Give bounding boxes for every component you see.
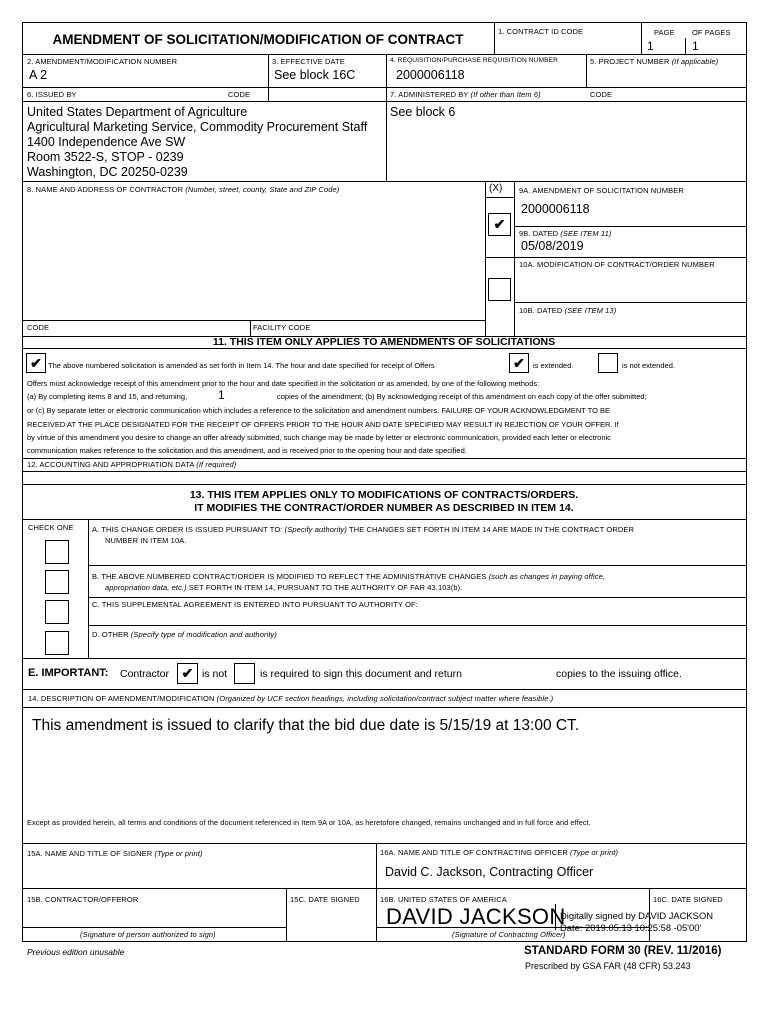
usa-label: 16B. UNITED STATES OF AMERICA [380,895,507,904]
contractor-offeror-label: 15B. CONTRACTOR/OFFEROR [27,895,139,904]
prescribed-note: Prescribed by GSA FAR (48 CFR) 53.243 [525,961,691,971]
check-mark-icon: ✔ [493,216,506,232]
contractor-is-not-checkbox[interactable] [177,663,198,684]
amended-checkbox[interactable] [26,353,46,373]
issued-by-line: United States Department of Agriculture [27,105,248,119]
section-11-text-line: or (c) By separate letter or electronic communication which includes a reference to the solicitation and amendment numbers. FAILURE OF YOUR ACKNOWLEDGMENT TO BE [27,406,611,415]
section-13-title: 13. THIS ITEM APPLIES ONLY TO MODIFICATIONS OF CONTRACTS/ORDERS. IT MODIFIES THE CONTRACT/ORDER NUMBER AS DESCRIBED IN ITEM 14. [189,489,579,514]
copies-value[interactable]: 1 [218,388,225,402]
not-extended-checkbox[interactable] [598,353,618,373]
section-13b-checkbox[interactable] [45,570,69,594]
section-13a-text: A. THIS CHANGE ORDER IS ISSUED PURSUANT TO: (Specify authority) THE CHANGES SET FORTH IN ITEM 14 ARE MADE IN THE CONTRACT ORDER NUMBER IN ITEM 10A. [92,525,634,545]
requisition-number-label: 4. REQUISITION/PURCHASE REQUISITION NUMBER [390,57,558,64]
administered-by-code-label: CODE [590,90,613,99]
section-11-title: 11. THIS ITEM ONLY APPLIES TO AMENDMENTS OF SOLICITATIONS [212,336,556,348]
section-11-text-line: communication makes reference to the solicitation and this amendment, and is received prior to the opening hour and date specified. [27,446,467,455]
issued-by-line: Agricultural Marketing Service, Commodity Procurement Staff [27,120,368,134]
check-mark-icon: ✔ [30,355,42,371]
section-11-text-line: copies of the amendment; (b) By acknowledging receipt of this amendment on each copy of the offer submitted; [277,392,647,401]
contracting-officer-name-label: 16A. NAME AND TITLE OF CONTRACTING OFFICER (Type or print) [380,848,619,857]
item-10-checkbox[interactable] [488,278,511,301]
issued-by-line: Washington, DC 20250-0239 [27,165,188,179]
contractor-date-signed-label: 15C. DATE SIGNED [290,895,360,904]
section-13c-checkbox[interactable] [45,600,69,624]
section-13c-text: C. THIS SUPPLEMENTAL AGREEMENT IS ENTERED INTO PURSUANT TO AUTHORITY OF: [92,600,418,609]
is-required-checkbox[interactable] [234,663,255,684]
administered-by-label: 7. ADMINISTERED BY (If other than Item 6) [390,90,541,99]
section-11-text-line: (a) By completing items 8 and 15, and returning, [27,392,188,401]
signer-name-label: 15A. NAME AND TITLE OF SIGNER (Type or print) [27,849,203,858]
contract-id-code-label: 1. CONTRACT ID CODE [498,27,584,36]
x-column-label: (X) [489,183,503,194]
page-number[interactable]: 1 [647,39,654,53]
issued-by-line: 1400 Independence Ave SW [27,135,186,149]
is-not-label: is not [202,668,228,680]
effective-date-label: 3. EFFECTIVE DATE [272,57,345,66]
description-label: 14. DESCRIPTION OF AMENDMENT/MODIFICATION (Organized by UCF section headings, including solicitation/contract subject matter where feasible.) [28,694,554,703]
contractor-label: Contractor [120,668,170,680]
solicitation-number-value[interactable]: 2000006118 [521,202,590,216]
issued-by-label: 6. ISSUED BY [27,90,77,99]
officer-signature[interactable]: DAVID JACKSON [386,904,566,929]
is-required-label: is required to sign this document and return [260,668,462,680]
issued-by-line: Room 3522-S, STOP - 0239 [27,150,184,164]
amendment-number-value[interactable]: A 2 [29,68,48,82]
important-label: E. IMPORTANT: [28,667,109,679]
contractor-signature-caption: (Signature of person authorized to sign) [80,930,216,939]
except-text: Except as provided herein, all terms and conditions of the document referenced in Item 9A or 10A, as heretofore changed, remains unchanged and in full force and effect. [27,818,591,827]
facility-code-label: FACILITY CODE [253,323,311,332]
check-mark-icon: ✔ [513,355,525,371]
administered-by-value[interactable]: See block 6 [390,105,456,119]
check-one-label: CHECK ONE [28,523,74,532]
amended-text: The above numbered solicitation is amended as set forth in Item 14. The hour and date specified for receipt of Offers [48,361,435,370]
of-pages-label: OF PAGES [692,28,731,37]
officer-date-signed-label: 16C. DATE SIGNED [653,895,723,904]
extended-checkbox[interactable] [509,353,529,373]
effective-date-value[interactable]: See block 16C [274,68,356,82]
contractor-address-label: 8. NAME AND ADDRESS OF CONTRACTOR (Number, street, county, State and ZIP Code) [27,185,340,194]
section-11-text-line: RECEIVED AT THE PLACE DESIGNATED FOR THE RECEIPT OF OFFERS PRIOR TO THE HOUR AND DATE SPECIFIED MAY RESULT IN REJECTION OF YOUR OFFER. If [27,420,619,429]
check-mark-icon: ✔ [181,665,194,681]
section-13d-text: D. OTHER (Specify type of modification and authority) [92,630,277,639]
previous-edition-note: Previous edition unusable [27,947,125,957]
copies-label: copies to the issuing office. [556,668,682,680]
contracting-officer-name-value[interactable]: David C. Jackson, Contracting Officer [385,865,594,879]
form-number: STANDARD FORM 30 (REV. 11/2016) [524,945,722,957]
page-label: PAGE [654,28,675,37]
amendment-number-label: 2. AMENDMENT/MODIFICATION NUMBER [27,57,178,66]
solicitation-number-label: 9A. AMENDMENT OF SOLICITATION NUMBER [519,186,684,195]
section-13a-checkbox[interactable] [45,540,69,564]
dated-10b-label: 10B. DATED (SEE ITEM 13) [519,306,617,315]
form-title: AMENDMENT OF SOLICITATION/MODIFICATION OF CONTRACT [52,32,464,47]
dated-9b-label: 9B. DATED (SEE ITEM 11) [519,229,612,238]
section-13d-checkbox[interactable] [45,631,69,655]
dated-9b-value[interactable]: 05/08/2019 [521,239,584,253]
description-text[interactable]: This amendment is issued to clarify that the bid due date is 5/15/19 at 13:00 CT. [32,717,580,734]
issued-by-address[interactable] [27,105,367,180]
item-9-checkbox[interactable] [488,213,511,236]
section-11-text-line: by virtue of this amendment you desire to change an offer already submitted, such change may be made by letter or electronic communication, provided each letter or electronic [27,433,611,442]
not-extended-label: is not extended. [622,361,675,370]
requisition-number-value[interactable]: 2000006118 [396,68,465,82]
section-13b-text: B. THE ABOVE NUMBERED CONTRACT/ORDER IS MODIFIED TO REFLECT THE ADMINISTRATIVE CHANGES (such as changes in paying office, appropriation data, etc.) SET FORTH IN ITEM 14, PURSUANT TO THE AUTHORITY OF FAR 43.103(b). [92,572,606,592]
page-total[interactable]: 1 [692,39,699,53]
project-number-label: 5. PROJECT NUMBER (If applicable) [590,57,719,66]
contractor-code-label: CODE [27,323,50,332]
officer-signature-caption: (Signature of Contracting Officer) [452,930,566,939]
digital-signature-note: Digitally signed by DAVID JACKSON Date: 2019.05.13 10:25:58 -05'00' [560,910,714,933]
issued-by-code-label: CODE [228,90,251,99]
section-11-text-line: Offers must acknowledge receipt of this amendment prior to the hour and date specified in the solicitation or as amended, by one of the following methods: [27,379,540,388]
extended-label: is extended. [533,361,574,370]
modification-number-label: 10A. MODIFICATION OF CONTRACT/ORDER NUMBER [519,260,715,269]
accounting-data-label[interactable]: 12. ACCOUNTING AND APPROPRIATION DATA (If required) [27,460,237,469]
